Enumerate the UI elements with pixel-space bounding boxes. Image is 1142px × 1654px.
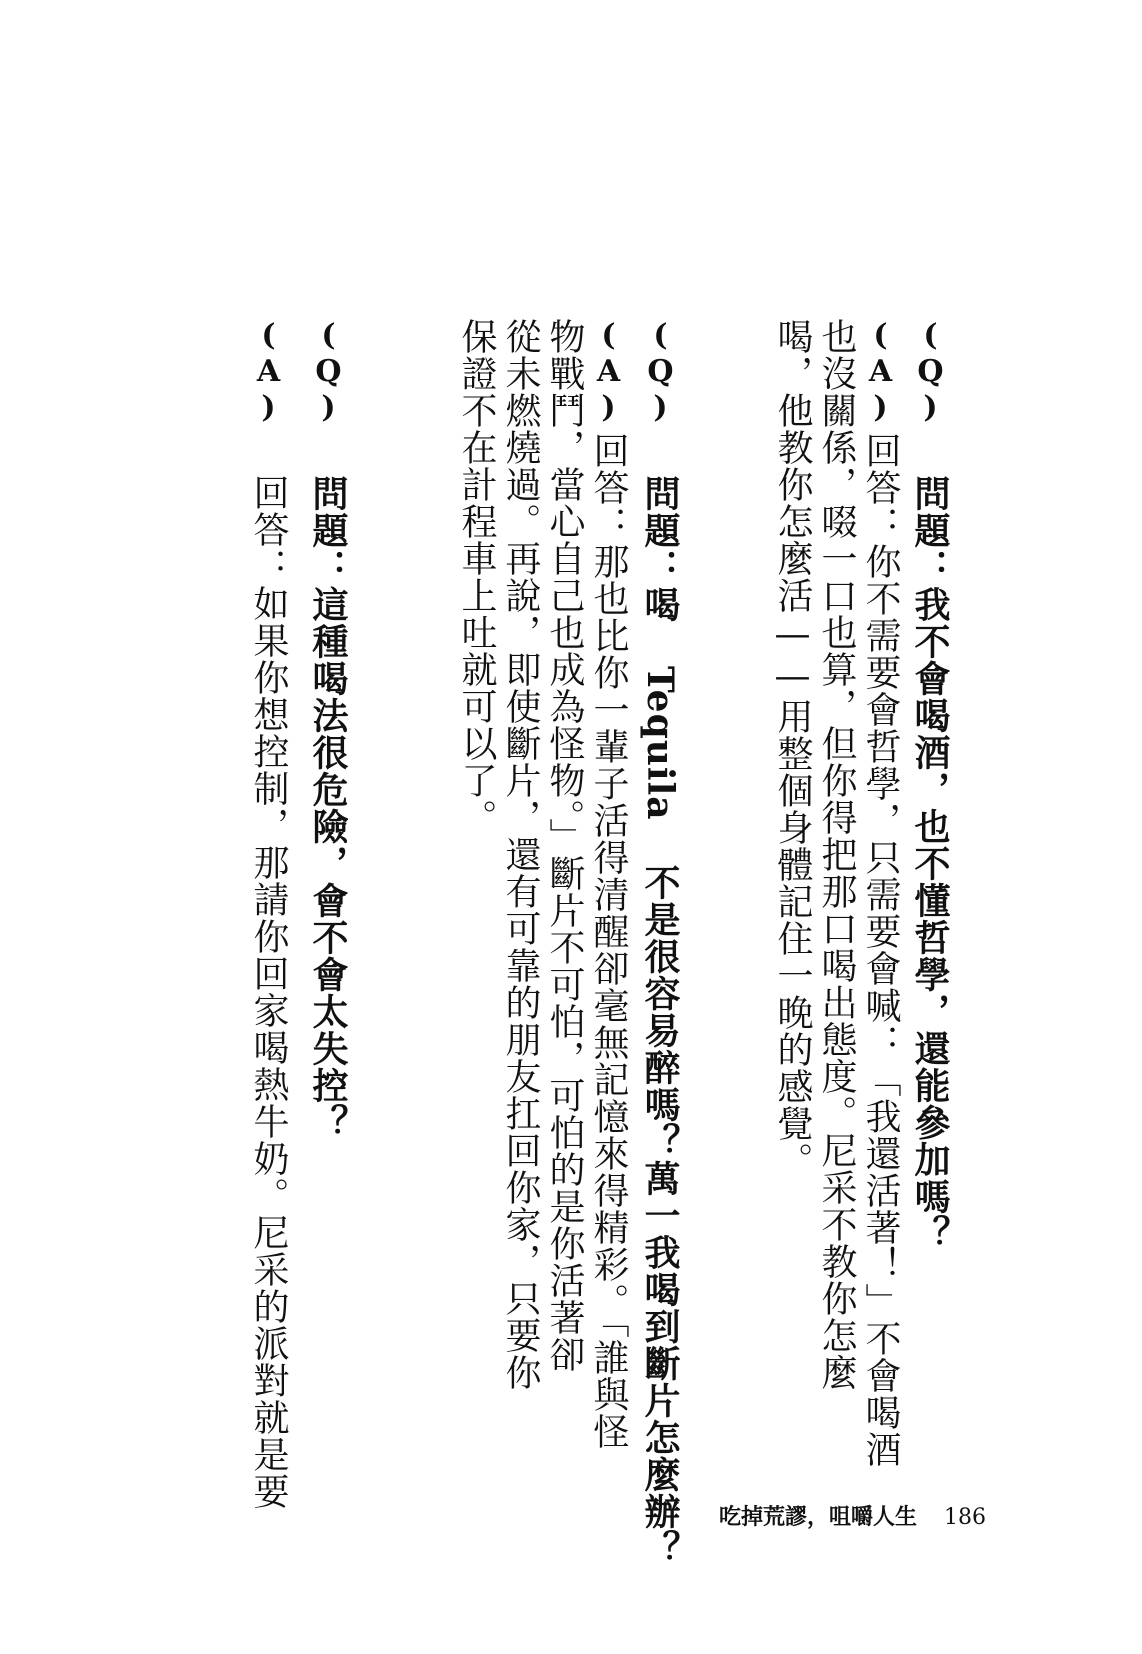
question-marker: (Q) (311, 318, 346, 426)
answer-3-text: 回答：如果你想控制，那請你回家喝熱牛奶。尼采的派對就是要 (248, 474, 289, 1510)
answer-2-line-2: 物戰鬥，當心自己也成為怪物。」斷片不可怕，可怕的是你活著卻 (544, 318, 585, 1373)
question-marker: (Q) (913, 318, 948, 426)
answer-marker: (A) (591, 318, 626, 426)
book-title: 吃掉荒謬，咀嚼人生 (718, 1504, 917, 1530)
question-2-latin-word: Tequila (639, 666, 681, 821)
answer-2-line-3: 從未燃燒過。再說，即使斷片，還有可靠的朋友扛回你家，只要你 (500, 318, 541, 1391)
answer-1-line-3: 喝，他教你怎麼活——用整個身體記住一晚的感覺。 (772, 318, 813, 1179)
answer-2-line-4: 保證不在計程車上吐就可以了。 (456, 318, 497, 836)
question-3-text: 問題：這種喝法很危險，會不會太失控？ (307, 475, 349, 1141)
answer-1-line-1: (A)回答：你不需要會哲學，只需要會喊：「我還活著！」不會喝酒 (860, 318, 901, 1468)
page-number: 186 (944, 1505, 986, 1530)
question-2 (638, 318, 682, 1567)
question-1 (908, 318, 952, 1318)
answer-1-line-2: 也沒關係，啜一口也算，但你得把那口喝出態度。尼采不教你怎麼 (816, 318, 857, 1391)
question-marker: (Q) (643, 318, 678, 426)
question-2-part-1: 問題：喝 (639, 475, 681, 666)
question-1-text: 問題：我不會喝酒，也不懂哲學，還能參加嗎？ (909, 475, 951, 1252)
question-3 (306, 318, 350, 1318)
answer-2-line-1: (A)回答：那也比你一輩子活得清醒卻毫無記憶來得精彩。「誰與怪 (588, 318, 629, 1450)
answer-marker: (A) (251, 318, 286, 426)
answer-1 (762, 318, 902, 1468)
answer-3 (246, 318, 290, 1510)
page-footer (719, 1500, 986, 1531)
answer-2 (440, 318, 630, 1450)
answer-marker: (A) (863, 318, 898, 426)
question-2-part-3: 不是很容易醉嗎？萬一我喝到斷片怎麼辦？ (639, 820, 681, 1567)
